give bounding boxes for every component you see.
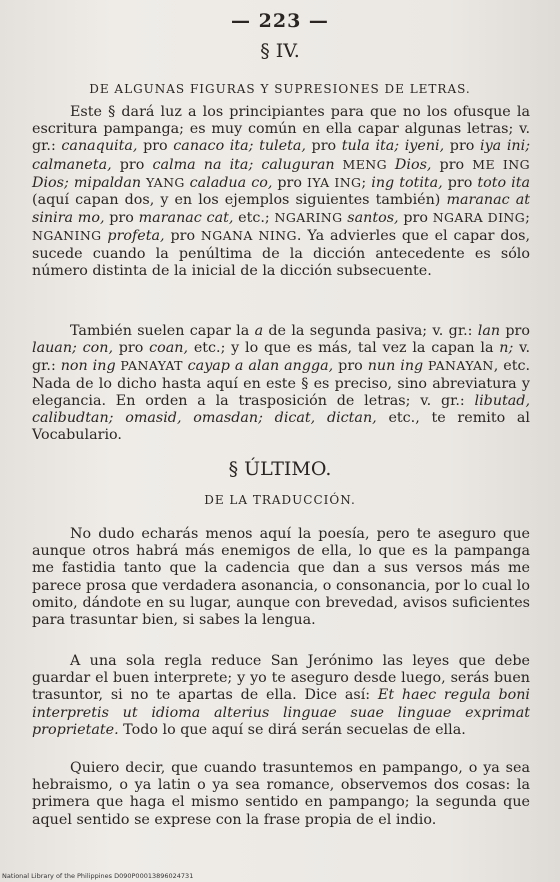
text-run: ing totita, — [371, 174, 443, 191]
page-number: — 223 — — [231, 10, 329, 32]
text-run: v. gr.: — [32, 340, 531, 375]
text-run: ME ING — [472, 156, 530, 172]
text-run: A una sola regla reduce San Jerónimo las leyes que debe guardar el buen interprete; y yo te aseguro desde luego, serás buen trasuntor, si no te apartas de ella. Dice así: — [32, 653, 530, 704]
text-run: También suelen capar la — [70, 323, 255, 339]
paragraph-figuras-1 — [32, 104, 530, 280]
text-run: iya ini; calmaneta, — [32, 138, 531, 173]
section-number-iv: § IV. — [260, 40, 300, 62]
text-run: etc.; y lo que es más, tal vez la capan la — [188, 340, 500, 357]
text-run: (aquí capan dos, y en los ejemplos siguientes también) — [32, 192, 447, 209]
text-run: nun ing — [367, 358, 424, 375]
text-run: profeta, — [107, 228, 165, 245]
text-run: santos, — [347, 210, 399, 227]
section-subtitle-figuras: DE ALGUNAS FIGURAS Y SUPRESIONES DE LETRAS. — [89, 82, 471, 96]
paragraph-traduccion-3 — [32, 760, 530, 829]
text-run: Dios, — [394, 156, 432, 173]
text-run: pro — [137, 138, 174, 155]
text-run: PANAYAN — [423, 358, 494, 374]
paragraph-figuras-2 — [32, 323, 530, 444]
text-run: Dios; mipaldan — [32, 174, 142, 191]
text-run: pro — [113, 340, 150, 357]
text-run: cayap a alan angga, — [187, 358, 334, 375]
text-run: canaco ita; tuleta, — [173, 138, 306, 155]
footer-credit: National Library of the Philippines D090P00013896024731 — [2, 872, 194, 880]
text-run: pro — [333, 358, 368, 375]
text-run: No dudo echarás menos aquí la poesía, pero te aseguro que aunque otros habrá más enemigos de ella, lo que es la pampanga me fastidia tanto que la cadencia que dan a sus versos más me parece prosa que verdadera asonancia, o consonancia, por lo cual lo omito, dándote en su lugar, aunque con brevedad, avisos suficientes para trasuntar bien, si sabes la lengua. — [32, 526, 530, 629]
text-run: Et haec regula boni interpretis ut idioma alterius linguae suae linguae exprimat proprietate. — [32, 687, 531, 738]
text-run: pro — [444, 138, 481, 155]
text-run: a — [254, 323, 264, 339]
text-run: etc.; — [233, 210, 275, 227]
text-run: NGARING — [274, 210, 343, 226]
text-run: NGARA DING — [432, 210, 526, 226]
text-run: coan, — [149, 340, 189, 357]
text-run: NGANING — [32, 228, 102, 244]
text-run: pro — [272, 174, 308, 191]
text-run: non ing — [60, 358, 116, 375]
text-run: pro — [104, 210, 139, 227]
text-run: Quiero decir, que cuando trasuntemos en pampango, o ya sea hebraismo, o ya latin o ya sea romance, observemos dos cosas: la primera que haga el mismo sentido en pampango; la segunda que aquel sentido se exprese con la frase propia de el indio. — [32, 760, 530, 828]
paragraph-traduccion-1 — [32, 526, 530, 629]
text-run: Este § dará luz a los principiantes para que no los ofusque la escritura pampanga; es muy común en ella capar algunas letras; v. gr.: — [32, 104, 530, 155]
text-run: maranac at sinira mo, — [32, 192, 530, 227]
text-run: libutad, calibudtan; omasid, omasdan; dicat, dictan, — [32, 392, 530, 427]
text-run: caladua co, — [189, 174, 273, 191]
text-run: de la segunda pasiva; v. gr.: — [263, 323, 478, 339]
text-run: ; — [361, 174, 372, 191]
text-run: pro — [398, 210, 433, 227]
text-run: tula ita; iyeni, — [341, 138, 445, 155]
section-subtitle-traduccion: DE LA TRADUCCIÓN. — [204, 493, 356, 507]
text-run: pro — [305, 138, 342, 155]
text-run: etc., te remito al Vocabulario. — [32, 410, 531, 444]
paragraph-traduccion-2 — [32, 653, 530, 739]
text-run: pro — [111, 156, 153, 173]
text-run: pro — [431, 156, 473, 173]
text-run: ; — [525, 210, 530, 227]
text-run: PANAYAT — [115, 358, 188, 374]
text-run: lauan; con, — [32, 340, 113, 357]
text-run: calma na ita; caluguran — [152, 156, 335, 173]
text-run: canaquita, — [61, 138, 138, 155]
text-run: MENG — [334, 156, 395, 172]
section-number-ultimo: § ÚLTIMO. — [228, 458, 332, 480]
text-run: NGANA NING — [200, 228, 297, 244]
text-run: pro — [164, 228, 201, 245]
text-run: pro — [500, 323, 530, 339]
text-run: pro — [442, 174, 478, 191]
text-run: IYA ING — [307, 174, 362, 190]
text-run: . Ya advierles que el capar dos, sucede cuando la penúltima de la dicción antecedente es sólo número distinta de la inicial de la dicción subsecuente. — [32, 228, 530, 279]
text-run: lan — [477, 323, 501, 339]
text-run: maranac cat, — [138, 210, 234, 227]
text-run: n; — [499, 340, 514, 357]
text-run: , etc. Nada de lo dicho hasta aquí en este § es preciso, sino abreviatura y elegancia. En orden a la trasposición de letras; v. gr.: — [32, 358, 531, 409]
text-run: toto ita — [477, 174, 530, 191]
text-run: YANG — [141, 174, 190, 190]
text-run: Todo lo que aquí se dirá serán secuelas de ella. — [118, 721, 466, 738]
